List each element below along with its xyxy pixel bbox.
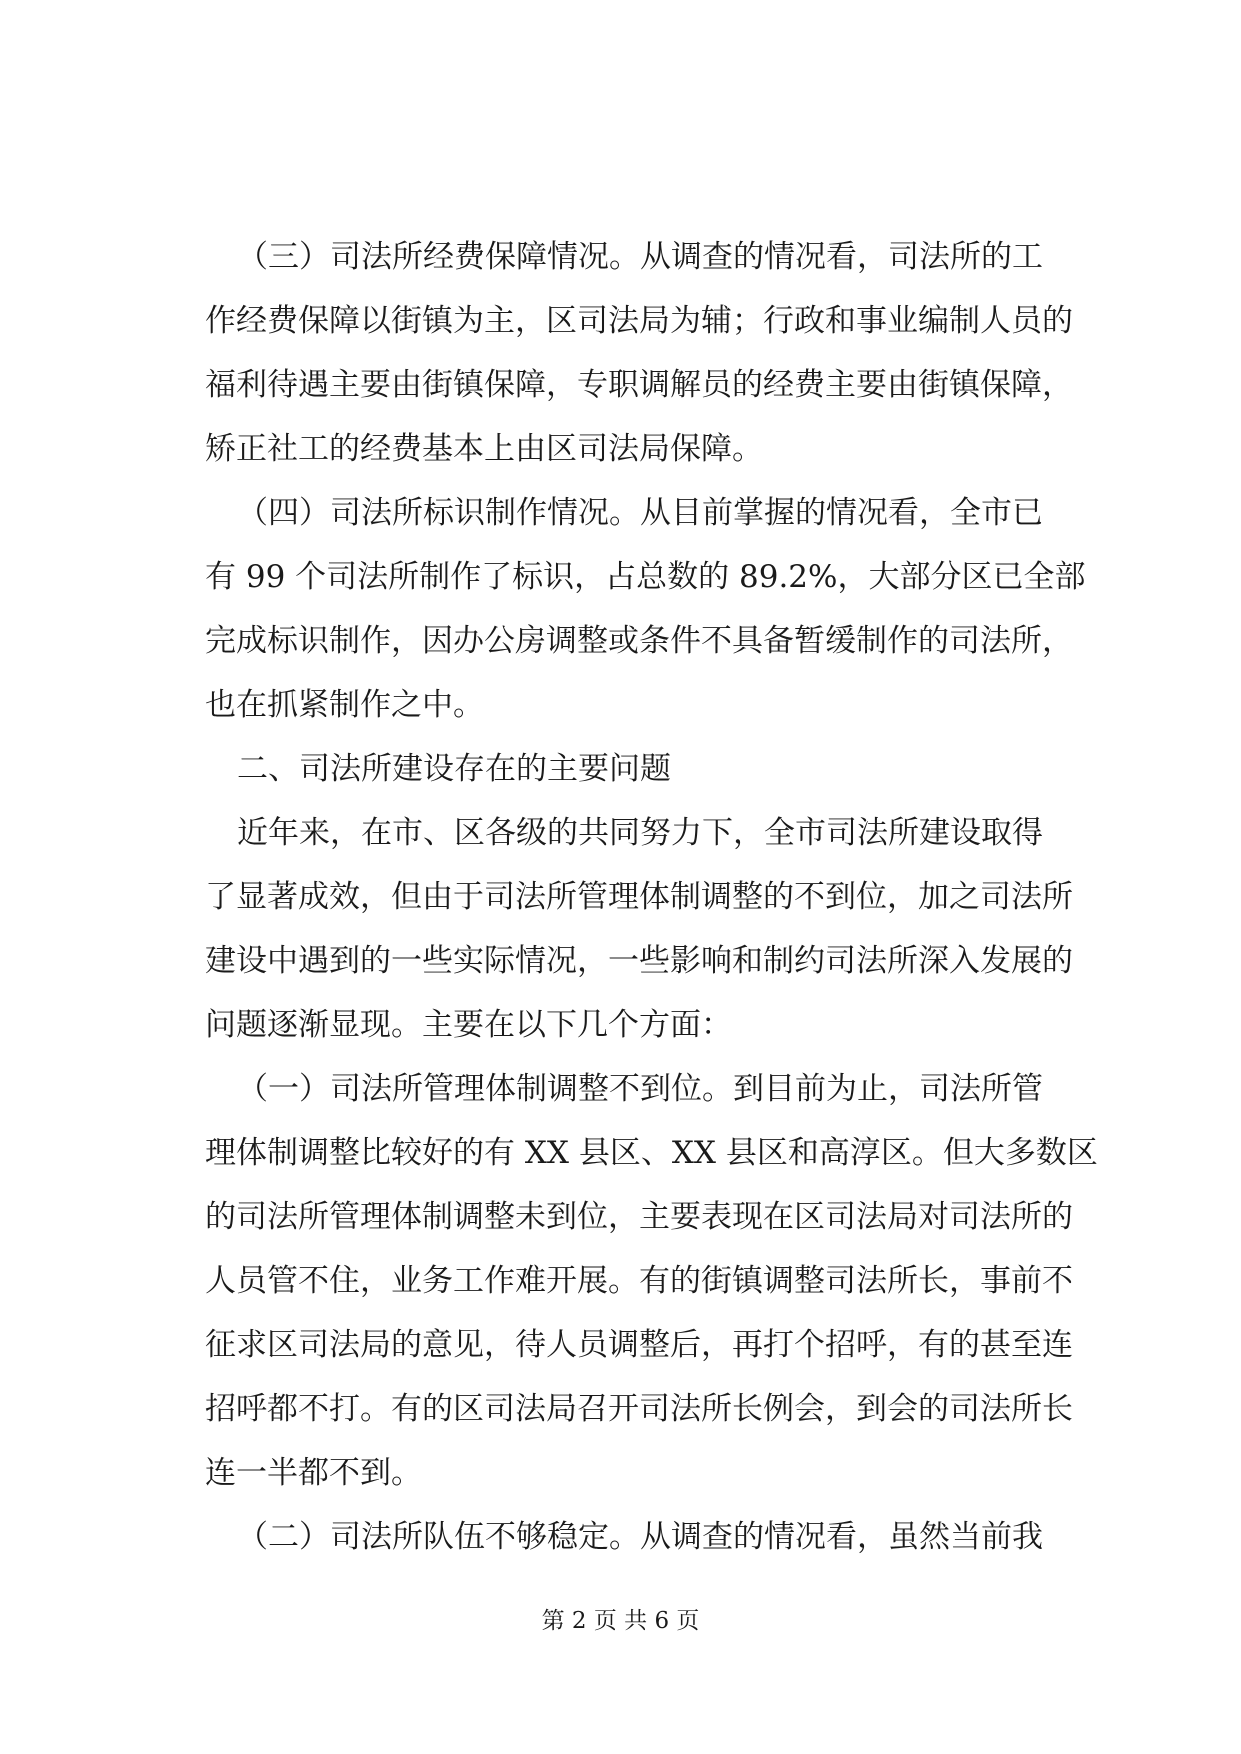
paragraph-line: 福利待遇主要由街镇保障，专职调解员的经费主要由街镇保障， [205,367,1073,403]
paragraph-line: 征求区司法局的意见，待人员调整后，再打个招呼，有的甚至连 [205,1327,1073,1363]
paragraph-line: 人员管不住，业务工作难开展。有的街镇调整司法所长，事前不 [205,1263,1073,1299]
paragraph-line: 建设中遇到的一些实际情况，一些影响和制约司法所深入发展的 [205,943,1073,979]
paragraph-intro [205,801,1073,1057]
paragraph-line: （三）司法所经费保障情况。从调查的情况看，司法所的工 [237,239,1043,275]
paragraph-line: 矫正社工的经费基本上由区司法局保障。 [205,431,763,467]
paragraph-line: （四）司法所标识制作情况。从目前掌握的情况看，全市已 [237,495,1043,531]
paragraph-line: 近年来，在市、区各级的共同努力下，全市司法所建设取得 [237,815,1043,851]
paragraph-funding [205,225,1073,481]
document-body [205,225,1098,1569]
paragraph-line: 完成标识制作，因办公房调整或条件不具备暂缓制作的司法所， [205,623,1073,659]
paragraph-signage [205,481,1086,737]
paragraph-line: 了显著成效，但由于司法所管理体制调整的不到位，加之司法所 [205,879,1073,915]
paragraph-line: 问题逐渐显现。主要在以下几个方面： [205,1007,732,1043]
section-heading [205,737,1035,801]
paragraph-line: （一）司法所管理体制调整不到位。到目前为止，司法所管 [237,1071,1043,1107]
paragraph-line: （二）司法所队伍不够稳定。从调查的情况看，虽然当前我 [237,1519,1043,1555]
paragraph-line: 连一半都不到。 [205,1455,422,1491]
paragraph-line: 有 99 个司法所制作了标识，占总数的 89.2%，大部分区已全部 [205,559,1086,595]
paragraph-line: 招呼都不打。有的区司法局召开司法所长例会，到会的司法所长 [205,1391,1073,1427]
paragraph-line: 作经费保障以街镇为主，区司法局为辅；行政和事业编制人员的 [205,303,1073,339]
paragraph-line: 也在抓紧制作之中。 [205,687,484,723]
paragraph-line: 理体制调整比较好的有 XX 县区、XX 县区和高淳区。但大多数区 [205,1135,1098,1171]
paragraph-management [205,1057,1098,1505]
page-number-footer: 第 2 页 共 6 页 [541,1608,700,1634]
paragraph-staffing [205,1505,1043,1569]
heading-line: 二、司法所建设存在的主要问题 [237,751,671,787]
paragraph-line: 的司法所管理体制调整未到位，主要表现在区司法局对司法所的 [205,1199,1073,1235]
